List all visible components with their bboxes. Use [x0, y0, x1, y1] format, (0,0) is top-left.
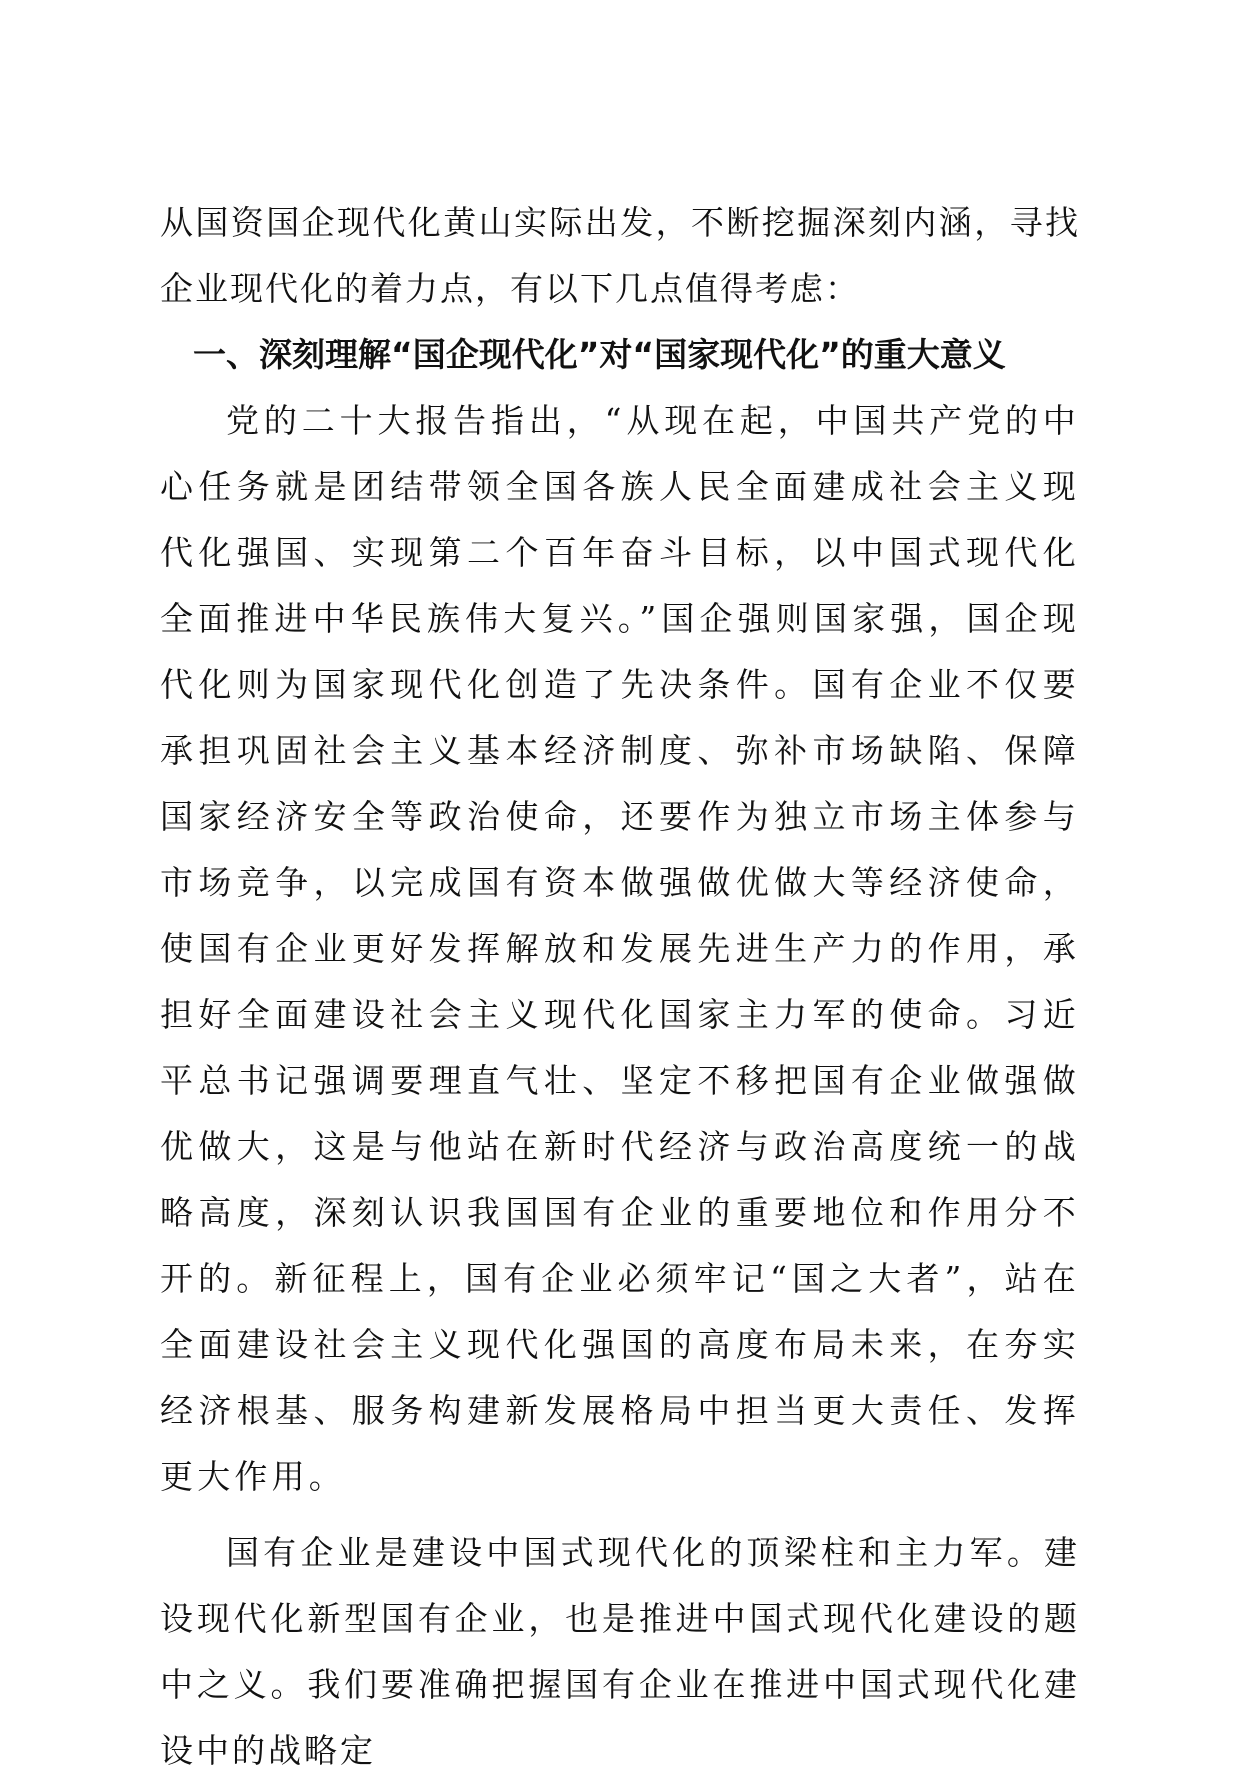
- body-paragraph-2: 国有企业是建设中国式现代化的顶梁柱和主力军。建设现代化新型国有企业，也是推进中国式现代化建设的题中之义。我们要准确把握国有企业在推进中国式现代化建设中的战略定: [160, 1533, 1080, 1770]
- body-paragraph-1: 党的二十大报告指出，“从现在起，中国共产党的中心任务就是团结带领全国各族人民全面建成社会主义现代化强国、实现第二个百年奋斗目标，以中国式现代化全面推进中华民族伟大复兴。”国企强则国家强，国企现代化则为国家现代化创造了先决条件。国有企业不仅要承担巩固社会主义基本经济制度、弥补市场缺陷、保障国家经济安全等政治使命，还要作为独立市场主体参与市场竞争，以完成国有资本做强做优做大等经济使命，使国有企业更好发挥解放和发展先进生产力的作用，承担好全面建设社会主义现代化国家主力军的使命。习近平总书记强调要理直气壮、坚定不移把国有企业做强做优做大，这是与他站在新时代经济与政治高度统一的战略高度，深刻认识我国国有企业的重要地位和作用分不开的。新征程上，国有企业必须牢记“国之大者”，站在全面建设社会主义现代化强国的高度布局未来，在夯实经济根基、服务构建新发展格局中担当更大责任、发挥更大作用。: [160, 401, 1080, 1496]
- document-body: [160, 190, 1080, 1784]
- section-heading: 一、深刻理解“国企现代化”对“国家现代化”的重大意义: [193, 335, 1006, 374]
- intro-paragraph: 从国资国企现代化黄山实际出发，不断挖掘深刻内涵，寻找企业现代化的着力点，有以下几点值得考虑：: [160, 203, 1080, 308]
